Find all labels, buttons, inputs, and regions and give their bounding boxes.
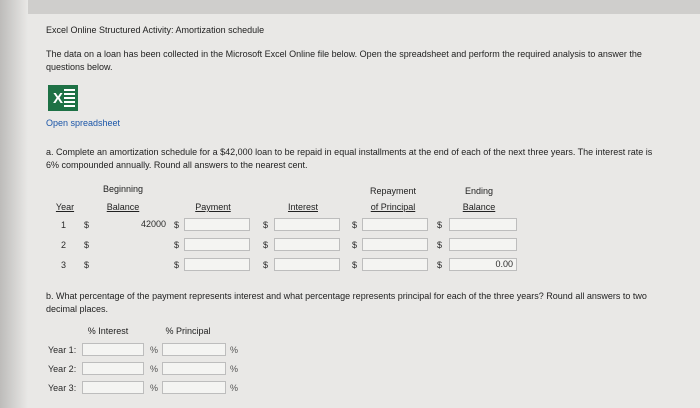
pct-principal-header: % Principal: [165, 326, 211, 336]
beginning-balance-1: 42000: [140, 219, 166, 229]
interest-input-3[interactable]: [274, 258, 340, 271]
part-a-question: a. Complete an amortization schedule for a $42,000 loan to be repaid in equal installments at the end of each of the next three years. The interest rate is 6% compounded annually. Round all answers to the nearest cent.: [46, 147, 653, 170]
row-year-1: 1: [61, 220, 67, 230]
pct-principal-input-3[interactable]: [162, 381, 226, 394]
intro-text: The data on a loan has been collected in the Microsoft Excel Online file below. Open the spreadsheet and perform the required analysis to answer the questions below.: [46, 49, 642, 72]
row-year-2: 2: [61, 240, 67, 250]
ending-header-top: Ending: [464, 186, 494, 196]
pct-interest-input-3[interactable]: [82, 381, 144, 394]
repayment-header-top: Repayment: [369, 186, 417, 196]
pct-interest-header: % Interest: [87, 326, 129, 336]
ending-input-2[interactable]: [449, 238, 517, 251]
year-header: Year: [55, 202, 75, 212]
pct-row-label-1: Year 1:: [48, 345, 77, 355]
dollar-sign: $: [263, 220, 269, 230]
dollar-sign: $: [437, 220, 443, 230]
principal-input-2[interactable]: [362, 238, 428, 251]
dollar-sign: $: [437, 260, 443, 270]
dollar-sign: $: [263, 240, 269, 250]
payment-input-2[interactable]: [184, 238, 250, 251]
excel-grid-icon: [64, 89, 75, 107]
dollar-sign: $: [437, 240, 443, 250]
interest-input-1[interactable]: [274, 218, 340, 231]
percent-sign: %: [150, 364, 159, 374]
dollar-sign: $: [352, 220, 358, 230]
beginning-header-top: Beginning: [102, 184, 144, 194]
dollar-sign: $: [352, 240, 358, 250]
pct-principal-input-1[interactable]: [162, 343, 226, 356]
percent-sign: %: [150, 345, 159, 355]
ending-input-3[interactable]: 0.00: [449, 258, 517, 271]
pct-interest-input-2[interactable]: [82, 362, 144, 375]
payment-input-3[interactable]: [184, 258, 250, 271]
payment-input-1[interactable]: [184, 218, 250, 231]
percent-sign: %: [150, 383, 159, 393]
percent-sign: %: [230, 383, 239, 393]
principal-input-1[interactable]: [362, 218, 428, 231]
row-year-3: 3: [61, 260, 67, 270]
dollar-sign: $: [84, 260, 90, 270]
top-shadow: [0, 0, 700, 14]
ending-input-1[interactable]: [449, 218, 517, 231]
pct-principal-input-2[interactable]: [162, 362, 226, 375]
pct-row-label-3: Year 3:: [48, 383, 77, 393]
dollar-sign: $: [174, 260, 180, 270]
open-spreadsheet-link[interactable]: Open spreadsheet: [46, 118, 121, 128]
beginning-header-bottom: Balance: [106, 202, 140, 212]
dollar-sign: $: [263, 260, 269, 270]
payment-header: Payment: [195, 202, 231, 212]
part-b-question: b. What percentage of the payment represents interest and what percentage represents principal for each of the three years? Round all answers to two decimal places.: [46, 291, 647, 314]
percent-sign: %: [230, 364, 239, 374]
page-title: Excel Online Structured Activity: Amortization schedule: [46, 25, 265, 35]
percent-sign: %: [230, 345, 239, 355]
interest-header: Interest: [287, 202, 318, 212]
dollar-sign: $: [352, 260, 358, 270]
principal-input-3[interactable]: [362, 258, 428, 271]
dollar-sign: $: [84, 220, 90, 230]
interest-input-2[interactable]: [274, 238, 340, 251]
left-shadow: [0, 0, 28, 408]
excel-icon-letter: X: [53, 89, 64, 107]
pct-row-label-2: Year 2:: [48, 364, 77, 374]
pct-interest-input-1[interactable]: [82, 343, 144, 356]
repayment-header-bottom: of Principal: [370, 202, 416, 212]
ending-header-bottom: Balance: [462, 202, 496, 212]
dollar-sign: $: [84, 240, 90, 250]
dollar-sign: $: [174, 240, 180, 250]
excel-icon[interactable]: [48, 85, 78, 111]
dollar-sign: $: [174, 220, 180, 230]
